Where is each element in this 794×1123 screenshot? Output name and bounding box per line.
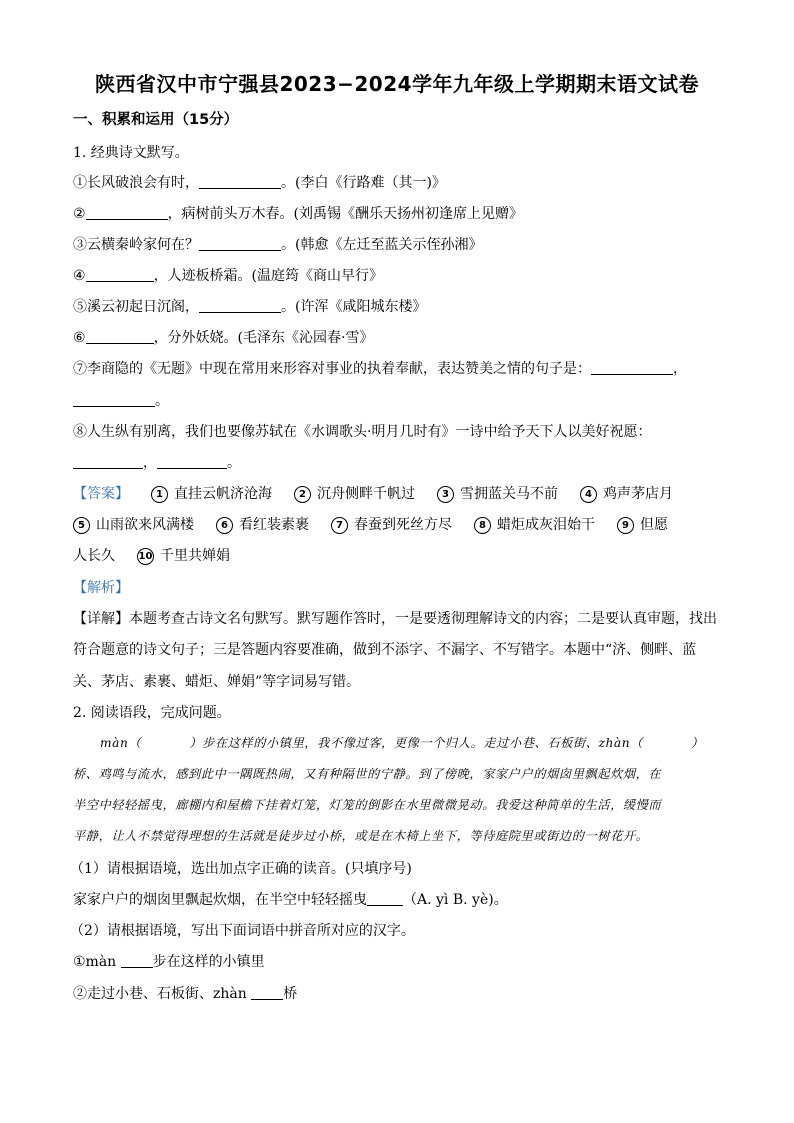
poem-line-5 (73, 296, 426, 316)
answer-line-2 (73, 514, 668, 534)
passage-line-2: 桥、鸡鸣与流水，感到此中一隅既热闹，又有种隔世的宁静。到了傍晚，家家户户的烟囱里飘起炊烟，在 (73, 767, 662, 781)
analysis-tag: 【解析】 (73, 580, 129, 596)
answer-number: 8 (474, 517, 491, 534)
poem-line-6 (73, 327, 373, 347)
subquestion-1-item (73, 889, 508, 909)
poem-line-3-suffix: 。(韩愈《左迁至蓝关示侄孙湘》 (281, 237, 483, 253)
answer-item: 看红装素裹 (239, 517, 309, 533)
analysis-line-3: 关、茅店、素裹、蜡炬、婵娟”等字词易写错。 (73, 674, 361, 690)
answer-number: 4 (580, 486, 597, 503)
poem-line-8-prompt: ⑧人生纵有别离，我们也要像苏轼在《水调歌头·明月几时有》一诗中给予天下人以美好祝愿： (73, 424, 652, 440)
answer-number: 3 (437, 486, 454, 503)
subquestion-2: （2）请根据语境，写出下面词语中拼音所对应的汉字。 (70, 923, 415, 939)
passage-line-1 (100, 734, 750, 751)
analysis-line-1 (73, 608, 717, 628)
answer-blank[interactable] (199, 298, 281, 313)
subquestion-1-text: 家家户户的烟囱里飘起炊烟，在半空中轻轻摇曳 (73, 892, 367, 908)
poem-line-4 (73, 265, 383, 285)
poem-line-2-suffix: ，病树前头万木春。(刘禹锡《酬乐天扬州初逢席上见赠》 (167, 206, 524, 222)
poem-line-6-prefix: ⑥ (73, 330, 86, 346)
answer-blank[interactable] (86, 329, 154, 344)
answer-item: 蜡炬成灰泪始干 (497, 517, 595, 533)
answer-number: 6 (216, 517, 233, 534)
poem-line-4-prefix: ④ (73, 268, 86, 284)
subquestion-2b-prefix: ②走过小巷、石板街、zhàn (73, 986, 252, 1002)
answer-item: 但愿 (640, 517, 668, 533)
poem-line-1 (73, 172, 446, 192)
poem-line-7-cont (73, 390, 169, 410)
section-heading: 一、积累和运用（15分） (73, 112, 239, 128)
answer-number: 2 (294, 486, 311, 503)
passage-text: ）步在这样的小镇里，我不像过客，更像一个归人。走过小巷、石板街、zhàn（ (189, 736, 644, 750)
answer-blank[interactable] (121, 953, 153, 968)
answer-item: 人长久 (73, 548, 115, 564)
answer-line-1 (73, 483, 673, 503)
poem-line-5-prefix: ⑤溪云初起日沉阁， (73, 299, 199, 315)
poem-line-7-comma: ， (673, 361, 687, 377)
poem-line-3-prefix: ③云横秦岭家何在？ (73, 237, 199, 253)
answer-blank[interactable] (86, 205, 168, 220)
poem-line-2 (73, 203, 523, 223)
answer-blank[interactable] (86, 267, 154, 282)
answer-blank[interactable] (251, 985, 283, 1000)
answer-line-3 (73, 545, 230, 565)
answer-item: 鸡声茅店月 (603, 486, 673, 502)
answer-blank[interactable] (73, 392, 155, 407)
question-2-stem: 2. 阅读语段，完成问题。 (73, 705, 231, 721)
subquestion-1-options: （A. yì B. yè)。 (403, 892, 508, 908)
answer-item: 沉舟侧畔千帆过 (317, 486, 415, 502)
answer-blank[interactable] (73, 454, 143, 469)
poem-line-5-suffix: 。(许浑《咸阳城东楼》 (281, 299, 427, 315)
page-title: 陕西省汉中市宁强县2023−2024学年九年级上学期期末语文试卷 (94, 72, 700, 96)
answer-item: 千里共婵娟 (160, 548, 230, 564)
poem-line-8-comma: ， (143, 455, 157, 471)
detail-tag: 【详解】 (73, 611, 129, 627)
passage-line-3: 半空中轻轻摇曳，廊棚内和屋檐下挂着灯笼，灯笼的倒影在水里微微晃动。我爱这种简单的生活，缓慢而 (73, 798, 662, 812)
poem-line-8-cont (73, 452, 241, 472)
poem-line-7-prompt: ⑦李商隐的《无题》中现在常用来形容对事业的执着奉献，表达赞美之情的句子是： (73, 361, 591, 377)
answer-number: 10 (137, 548, 154, 565)
subquestion-2a-suffix: 步在这样的小镇里 (152, 954, 265, 970)
poem-line-1-prefix: ①长风破浪会有时， (73, 175, 199, 191)
passage-bracket: ） (691, 736, 704, 750)
poem-line-7 (73, 358, 687, 378)
poem-line-8-end: 。 (227, 455, 241, 471)
answer-number: 9 (617, 517, 634, 534)
answer-number: 5 (73, 517, 90, 534)
answer-number: 7 (331, 517, 348, 534)
answer-item: 直挂云帆济沧海 (174, 486, 272, 502)
answer-blank[interactable] (367, 891, 403, 906)
subquestion-2b-suffix: 桥 (283, 986, 298, 1002)
analysis-line-2: 符合题意的诗文句子；三是答题内容要准确，做到不添字、不漏字、不写错字。本题中“济、侧畔、蓝 (73, 642, 697, 658)
subquestion-2a-prefix: ①màn (73, 954, 121, 970)
answer-item: 雪拥蓝关马不前 (460, 486, 558, 502)
answer-tag: 【答案】 (73, 486, 129, 502)
subquestion-2-item-1 (73, 951, 265, 971)
answer-number: 1 (151, 486, 168, 503)
answer-blank[interactable] (199, 174, 281, 189)
poem-line-1-suffix: 。(李白《行路难（其一)》 (281, 175, 446, 191)
answer-item: 山雨欲来风满楼 (96, 517, 194, 533)
poem-line-3 (73, 234, 482, 254)
answer-item: 春蚕到死丝方尽 (354, 517, 452, 533)
poem-line-8 (73, 421, 651, 441)
passage-pinyin-1: màn（ (100, 736, 142, 750)
poem-line-6-suffix: ，分外妖娆。(毛泽东《沁园春·雪》 (153, 330, 374, 346)
poem-line-2-prefix: ② (73, 206, 86, 222)
answer-blank[interactable] (199, 236, 281, 251)
passage-line-4: 平静，让人不禁觉得理想的生活就是徒步过小桥，或是在木椅上坐下，等待庭院里或街边的一树花开。 (73, 829, 649, 843)
poem-line-7-end: 。 (155, 393, 169, 409)
answer-blank[interactable] (591, 360, 673, 375)
subquestion-1: （1）请根据语境，选出加点字正确的读音。(只填序号) (70, 861, 412, 877)
subquestion-2-item-2 (73, 983, 297, 1003)
poem-line-4-suffix: ，人迹板桥霜。(温庭筠《商山早行》 (153, 268, 384, 284)
question-1-stem: 1. 经典诗文默写。 (73, 145, 189, 161)
analysis-text: 本题考查古诗文名句默写。默写题作答时，一是要透彻理解诗文的内容；二是要认真审题，找出 (129, 611, 717, 627)
answer-blank[interactable] (157, 454, 227, 469)
